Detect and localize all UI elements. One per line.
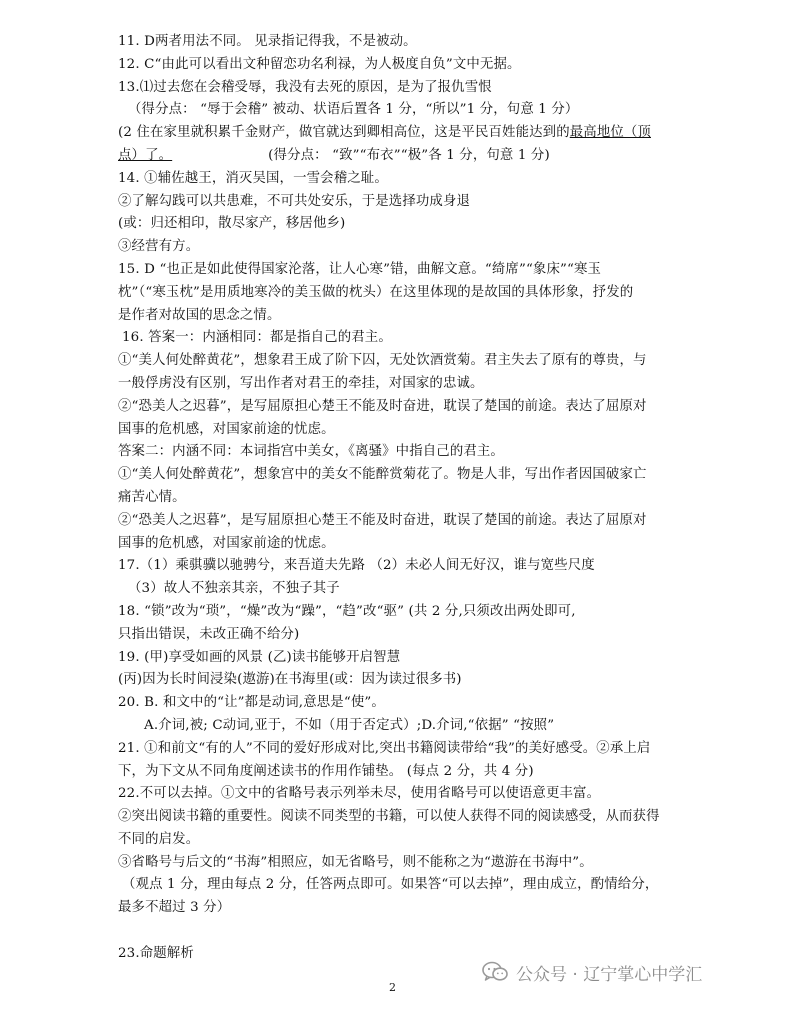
- line-q14-3: ③经营有方。: [118, 239, 200, 255]
- line-q13-1: 13.⑴过去您在会稽受辱，我没有去死的原因，是为了报仇雪恨: [118, 79, 492, 95]
- line-q14-1: 14. ①辅佐越王，消灭吴国，一雪会稽之耻。: [118, 170, 388, 186]
- line-q22-score-2: 最多不超过 3 分）: [118, 900, 231, 916]
- line-q22-score-1: （观点 1 分，理由每点 2 分，任答两点即可。如果答“可以去掉”，理由成立，酌情给分，: [122, 877, 659, 893]
- line-q13-2-cont: [118, 145, 693, 168]
- line-q16-a2-1: ①“美人何处醉黄花”，想象宫中的美女不能醉赏菊花了。物是人非，写出作者因国破家亡: [118, 467, 647, 483]
- line-q19-1: 19. (甲)享受如画的风景 (乙)读书能够开启智慧: [118, 649, 401, 665]
- line-q16-a2-2: 痛苦心情。: [118, 489, 186, 505]
- line-q19-2: (丙)因为长时间浸染(遨游)在书海里(或：因为读过很多书): [118, 672, 462, 688]
- line-q22-2: ②突出阅读书籍的重要性。阅读不同类型的书籍，可以使人获得不同的阅读感受，从而获得: [118, 809, 660, 825]
- line-q15-1: 15. D “也正是如此使得国家沦落，让人心寒”错，曲解文意。“绮席”“象床”“寒玉: [118, 261, 602, 277]
- line-q13-2-text: (2 住在家里就积累千金财产，做官就达到卿相高位，这是平民百姓能达到的: [118, 125, 570, 141]
- line-q13-score-2: (得分点： “致”“布衣”“极”各 1 分，句意 1 分): [268, 147, 550, 163]
- line-q15-2: 枕”（“寒玉枕”是用质地寒冷的美玉做的枕头）在这里体现的是故国的具体形象，抒发的: [118, 284, 634, 300]
- watermark: [482, 957, 702, 987]
- watermark-text: 公众号 · 辽宁掌心中学汇: [516, 964, 703, 985]
- line-q22-4: ③省略号与后文的“书海”相照应，如无省略号，则不能称之为“遨游在书海中”。: [118, 854, 593, 870]
- line-q17-1: 17.（1）乘骐骥以驰骋兮，来吾道夫先路 （2）未必人间无好汉，谁与宽些尺度: [118, 558, 595, 574]
- line-q22-3: 不同的启发。: [118, 831, 200, 847]
- line-q16-a1-1: ①“美人何处醉黄花”，想象君王成了阶下囚，无处饮酒赏菊。君主失去了原有的尊贵，与: [118, 353, 647, 369]
- line-q16-a2-head: 答案二：内涵不同：本词指宫中美女，《离骚》中指自己的君主。: [118, 444, 504, 460]
- page-number: 2: [389, 981, 396, 994]
- line-q17-2: （3）故人不独亲其亲，不独子其子: [128, 581, 340, 597]
- underlined-phrase-cont: 点）了。: [118, 147, 173, 163]
- line-q22-1: 22.不可以去掉。①文中的省略号表示列举未尽，使用省略号可以使语意更丰富。: [118, 786, 601, 802]
- line-q12: 12. C“由此可以看出文种留恋功名利禄，为人极度自负”文中无据。: [118, 56, 521, 72]
- line-q15-3: 是作者对故国的思念之情。: [118, 307, 281, 323]
- wechat-icon: [482, 961, 508, 983]
- line-q16-a1-3: ②“恐美人之迟暮”，是写屈原担心楚王不能及时奋进，耽误了楚国的前途。表达了屈原对: [118, 398, 647, 414]
- line-q16-a1-2: 一般俘虏没有区别，写出作者对君王的牵挂，对国家的忠诚。: [118, 375, 484, 391]
- line-q13-2: [118, 122, 693, 145]
- line-q13-score-1: （得分点： “辱于会稽” 被动、状语后置各 1 分，“所以”1 分，句意 1 分）: [128, 102, 579, 118]
- line-q16-a1-4: 国事的危机感，对国家前途的忧虑。: [118, 421, 335, 437]
- line-q21-2: 下，为下文从不同角度阐述读书的作用作铺垫。 (每点 2 分，共 4 分): [118, 763, 534, 779]
- answer-text-block: [118, 31, 693, 966]
- line-q20-2: A.介词,被; C动词,亚于，不如（用于否定式）;D.介词,“依据” “按照”: [144, 717, 555, 733]
- line-q14-2: ②了解勾践可以共患难，不可共处安乐，于是选择功成身退: [118, 193, 471, 209]
- line-q16-a2-3: ②“恐美人之迟暮”，是写屈原担心楚王不能及时奋进，耽误了楚国的前途。表达了屈原对: [118, 512, 647, 528]
- underlined-phrase: 最高地位（顶: [569, 125, 651, 141]
- line-q21-1: 21. ①和前文“有的人”不同的爱好形成对比,突出书籍阅读带给“我”的美好感受。②承上启: [118, 740, 651, 756]
- line-q18-2: 只指出错误，未改正确不给分): [118, 626, 300, 642]
- line-q18-1: 18. “锁”改为“琐”，“燥”改为“躁”，“趋”改“驱” (共 2 分,只须改出两处即可,: [118, 603, 576, 619]
- line-q14-alt: (或：归还相印，散尽家产，移居他乡): [118, 216, 346, 232]
- line-q16-head: 16. 答案一：内涵相同：都是指自己的君主。: [122, 330, 392, 346]
- line-q11: 11. D两者用法不同。 见录指记得我，不是被动。: [118, 34, 417, 49]
- line-q23-head: 23.命题解析: [118, 945, 194, 961]
- line-q16-a2-4: 国事的危机感，对国家前途的忧虑。: [118, 535, 335, 551]
- line-q20-1: 20. B. 和文中的“让”都是动词,意思是“使”。: [118, 695, 385, 711]
